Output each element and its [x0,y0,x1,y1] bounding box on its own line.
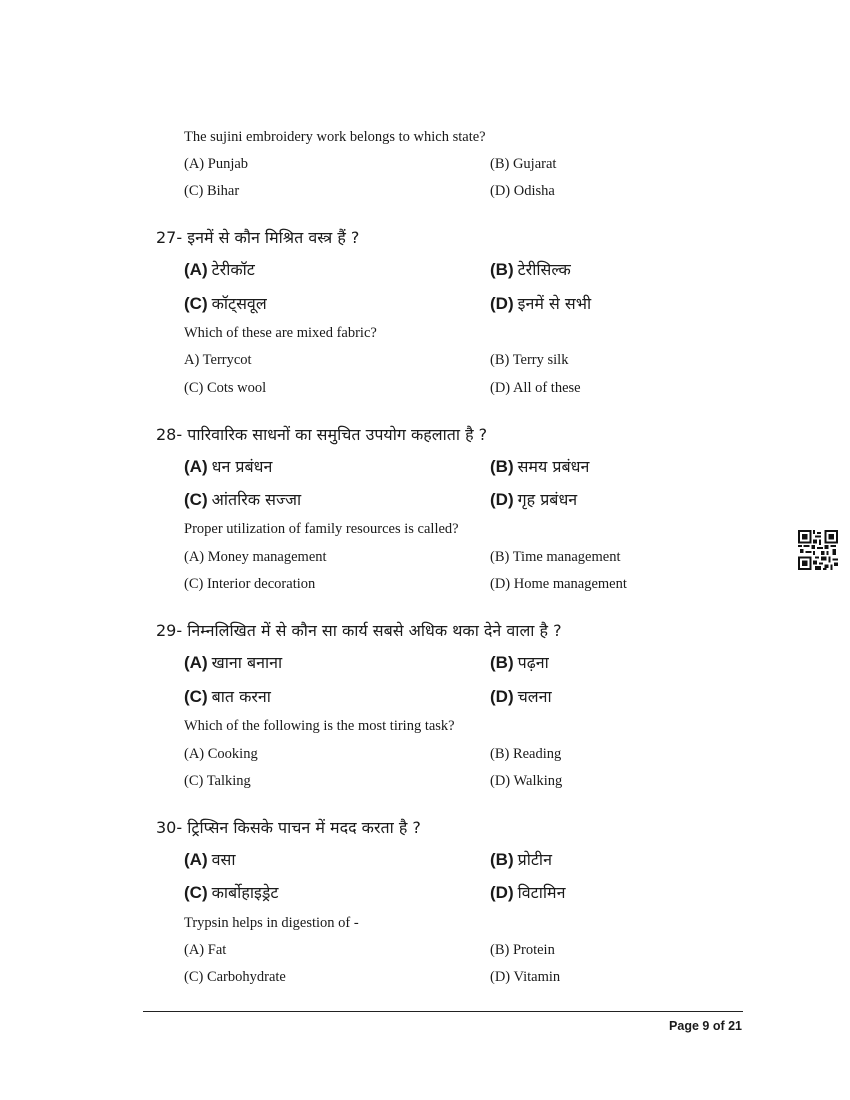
option-30-d-hi: (D) विटामिन [490,883,566,902]
option-28-b-en: (B) Time management [490,549,621,565]
question-text-hi: पारिवारिक साधनों का समुचित उपयोग कहलाता है ? [187,425,488,444]
option-26-b-en: (B) Gujarat [490,156,557,172]
option-30-b-en: (B) Protein [490,942,555,958]
option-26-a-en: (A) Punjab [184,156,249,172]
page-number: Page 9 of 21 [669,1019,742,1033]
question-text-hi: ट्रिप्सिन किसके पाचन में मदद करता है ? [187,818,421,837]
option-27-c-en: (C) Cots wool [184,380,267,396]
option-29-a-hi: (A) खाना बनाना [184,653,283,672]
question-29-text-en: Which of the following is the most tiring task? [184,718,455,734]
option-29-d-en: (D) Walking [490,773,563,789]
option-30-d-en: (D) Vitamin [490,969,561,985]
option-30-b-hi: (B) प्रोटीन [490,850,552,869]
option-29-c-hi: (C) बात करना [184,687,271,706]
option-28-d-en: (D) Home management [490,576,627,592]
option-30-c-hi: (C) कार्बोहाइड्रेट [184,883,279,902]
option-29-b-en: (B) Reading [490,746,562,762]
option-29-b-hi: (B) पढ़ना [490,653,549,672]
option-27-a-en: A) Terrycot [184,352,252,368]
option-28-c-hi: (C) आंतरिक सज्जा [184,490,302,509]
option-27-c-hi: (C) कॉट्सवूल [184,294,267,313]
option-28-a-hi: (A) धन प्रबंधन [184,457,273,476]
option-26-d-en: (D) Odisha [490,183,555,199]
option-29-d-hi: (D) चलना [490,687,552,706]
question-28-hi [156,423,487,445]
option-27-b-hi: (B) टेरीसिल्क [490,260,571,279]
question-27-text-en: Which of these are mixed fabric? [184,325,377,341]
option-26-c-en: (C) Bihar [184,183,240,199]
footer-divider [143,1011,743,1012]
option-27-d-en: (D) All of these [490,380,581,396]
option-28-a-en: (A) Money management [184,549,327,565]
question-30-text-en: Trypsin helps in digestion of - [184,915,359,931]
option-28-c-en: (C) Interior decoration [184,576,316,592]
question-26-text-en: The sujini embroidery work belongs to which state? [184,129,486,145]
qr-code-icon [798,530,838,570]
option-27-b-en: (B) Terry silk [490,352,569,368]
option-28-b-hi: (B) समय प्रबंधन [490,457,590,476]
option-29-c-en: (C) Talking [184,773,251,789]
option-30-c-en: (C) Carbohydrate [184,969,286,985]
question-number: 27- [156,228,183,247]
question-29-hi [156,619,562,641]
question-27-hi [156,226,359,248]
question-30-hi [156,816,421,838]
question-number: 28- [156,425,183,444]
option-28-d-hi: (D) गृह प्रबंधन [490,490,578,509]
question-text-hi: इनमें से कौन मिश्रित वस्त्र हैं ? [187,228,360,247]
question-number: 29- [156,621,183,640]
option-30-a-en: (A) Fat [184,942,227,958]
question-text-hi: निम्नलिखित में से कौन सा कार्य सबसे अधिक थका देने वाला है ? [187,621,562,640]
option-29-a-en: (A) Cooking [184,746,258,762]
question-number: 30- [156,818,183,837]
question-28-text-en: Proper utilization of family resources is called? [184,521,459,537]
option-27-d-hi: (D) इनमें से सभी [490,294,592,313]
option-27-a-hi: (A) टेरीकॉट [184,260,255,279]
option-30-a-hi: (A) वसा [184,850,236,869]
